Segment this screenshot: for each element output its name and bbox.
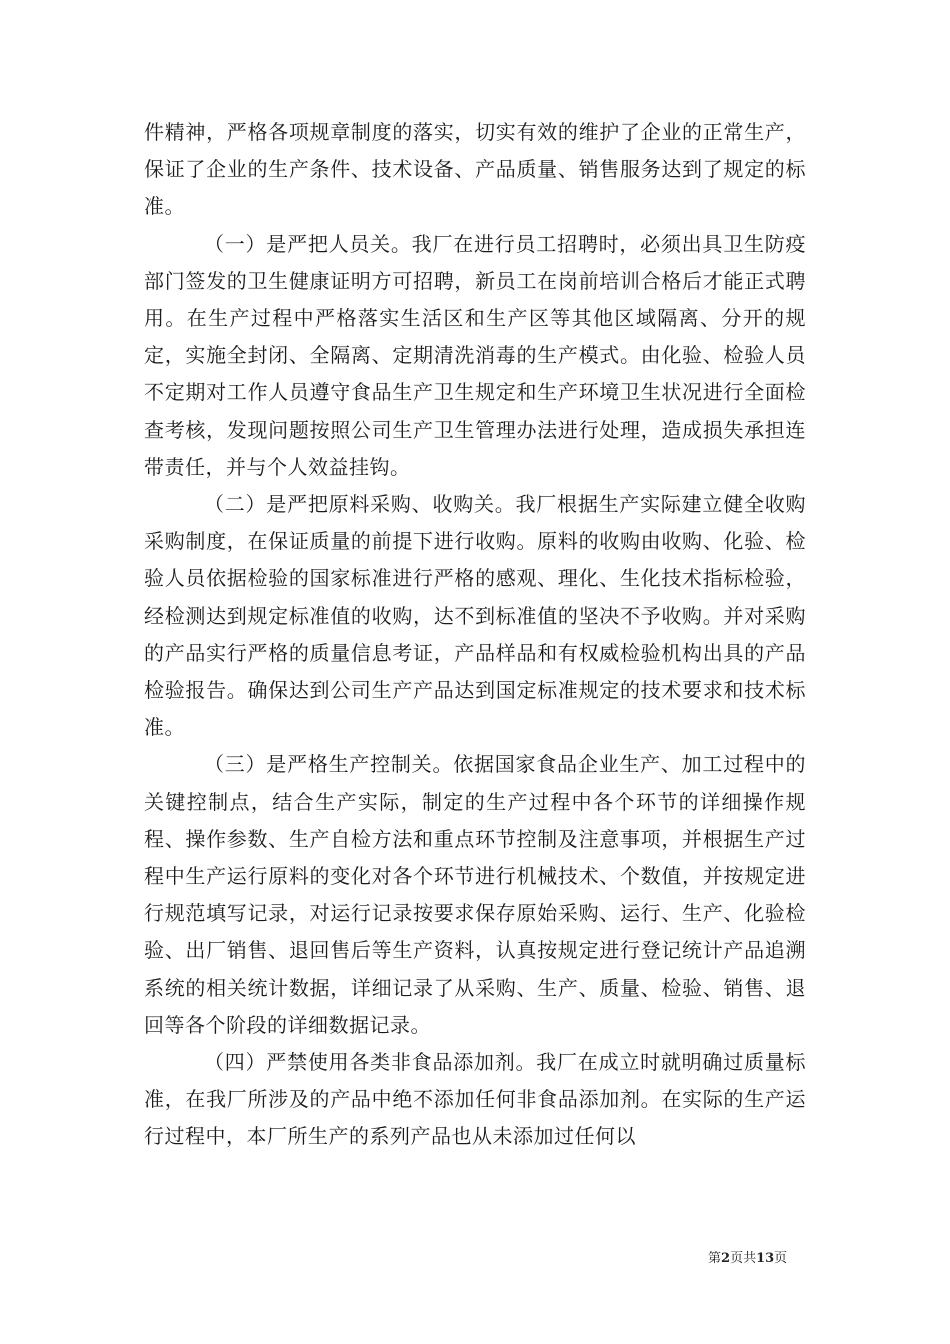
footer-prefix: 第	[708, 1251, 722, 1266]
paragraph-procurement: （二）是严把原料采购、收购关。我厂根据生产实际建立健全收购采购制度，在保证质量的前提下进行收购。原料的收购由收购、化验、检验人员依据检验的国家标准进行严格的感观、理化、生化技术指标检验，经检测达到规定标准值的收购，达不到标准值的坚决不予收购。并对采购的产品实行严格的质量信息考证，产品样品和有权威检验机构出具的产品检验报告。确保达到公司生产产品达到国定标准规定的技术要求和技术标准。	[144, 492, 806, 740]
footer-middle: 页共	[730, 1251, 757, 1266]
footer-page-number: 2	[721, 1251, 731, 1266]
body-text	[144, 114, 806, 1156]
page-footer	[708, 1247, 818, 1266]
footer-suffix: 页	[774, 1251, 788, 1266]
paragraph-additives: （四）严禁使用各类非食品添加剂。我厂在成立时就明确过质量标准，在我厂所涉及的产品中绝不添加任何非食品添加剂。在实际的生产运行过程中，本厂所生产的系列产品也从未添加过任何以	[144, 1050, 806, 1149]
paragraph-personnel: （一）是严把人员关。我厂在进行员工招聘时，必须出具卫生防疫部门签发的卫生健康证明方可招聘，新员工在岗前培训合格后才能正式聘用。在生产过程中严格落实生活区和生产区等其他区域隔离、分开的规定，实施全封闭、全隔离、定期清洗消毒的生产模式。由化验、检验人员不定期对工作人员遵守食品生产卫生规定和生产环境卫生状况进行全面检查考核，发现问题按照公司生产卫生管理办法进行处理，造成损失承担连带责任，并与个人效益挂钩。	[144, 231, 806, 479]
paragraph-production-control: （三）是严格生产控制关。依据国家食品企业生产、加工过程中的关键控制点，结合生产实际，制定的生产过程中各个环节的详细操作规程、操作参数、生产自检方法和重点环节控制及注意事项，并根据生产过程中生产运行原料的变化对各个环节进行机械技术、个数值，并按规定进行规范填写记录，对运行记录按要求保存原始采购、运行、生产、化验检验、出厂销售、退回售后等生产资料，认真按规定进行登记统计产品追溯系统的相关统计数据，详细记录了从采购、生产、质量、检验、销售、退回等各个阶段的详细数据记录。	[144, 752, 806, 1037]
footer-total-pages: 13	[756, 1251, 775, 1266]
paragraph-continuation: 件精神，严格各项规章制度的落实，切实有效的维护了企业的正常生产，保证了企业的生产条件、技术设备、产品质量、销售服务达到了规定的标准。	[144, 120, 806, 219]
